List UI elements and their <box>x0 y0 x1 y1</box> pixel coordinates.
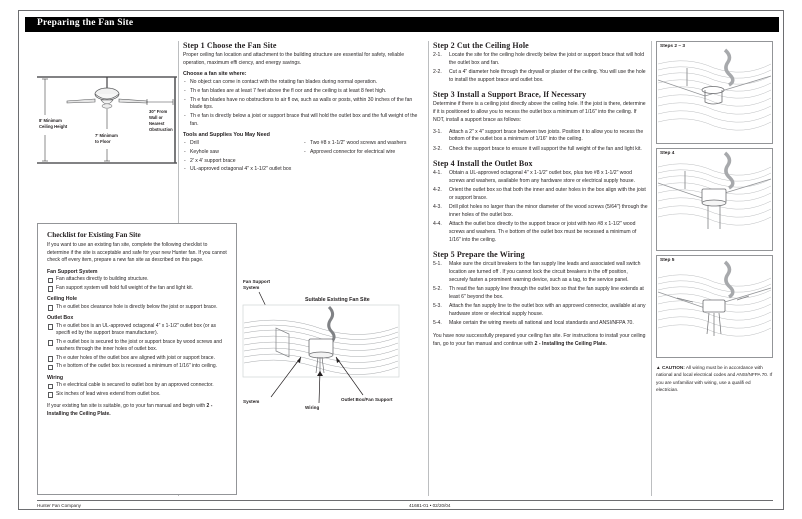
item-text: Make sure the circuit breakers to the fan supply line leads and associated wall switch location are turned off . If you cannot lock the circuit breakers in the off position, securely fasten a prominent warning device, such as a tag, to the service panel. <box>449 261 641 283</box>
item-number: 2-2. <box>433 68 442 75</box>
item-text: Th read the fan supply line through the outlet box so that the fan supply line extends at least 6" beyond the box. <box>449 286 644 300</box>
figure-step-4 <box>656 148 773 251</box>
step1-sub1: Choose a fan site where: <box>183 71 247 78</box>
checkbox-icon[interactable] <box>48 305 53 310</box>
checklist-item-label: Th e outer holes of the outlet box are aligned with joist or support brace. <box>56 354 215 361</box>
document-page <box>18 10 784 510</box>
checklist-heading: Checklist for Existing Fan Site <box>47 231 141 239</box>
list-item <box>433 170 648 185</box>
label-floor-height-2: to Floor <box>95 139 111 144</box>
label-ceiling-height-1: 8' Minimum <box>39 118 62 123</box>
figure-caption: Steps 2 – 3 <box>660 44 686 49</box>
list-item <box>433 69 648 84</box>
column-divider-2 <box>428 41 429 496</box>
label-wall-clearance-4: Obstruction <box>149 127 173 132</box>
checklist-intro: If you want to use an existing fan site, complete the following checklist to determine if the site is acceptable and safe for your new Hunter fan. If you cannot check off every item, prepare a new fan site as described on this page. <box>47 242 227 264</box>
checklist-closing-reference: 2 - Installing the Ceiling Plate. <box>47 403 213 417</box>
steps-column <box>433 41 648 352</box>
list-item <box>433 221 648 244</box>
warning-triangle-icon: ▲ <box>656 365 661 370</box>
item-text: Attach a 2" x 4" support brace between two joists. Position it to allow you to recess the bottom of the outlet box a minimum of 1/16" into the ceiling. <box>449 128 644 143</box>
checklist-item-label: Fan support system will hold full weight of the fan and light kit. <box>56 284 194 291</box>
list-item: - Two #8 x 1-1/2" wood screws and washers <box>303 140 413 148</box>
label-fan-support-1: Fan Support <box>243 279 271 284</box>
step1-bullets <box>183 79 423 128</box>
list-item: - Approved connector for electrical wire <box>303 149 413 157</box>
existing-fan-site-checklist-panel <box>37 223 237 495</box>
item-number: 3-1. <box>433 128 442 135</box>
step3-intro: Determine if there is a ceiling joist directly above the ceiling hole. If the joist is there, determine if it is positioned to allow you to recess the outlet box a minimum of 1/16" into the ceiling. If NOT, install a support brace as follows: <box>433 101 646 123</box>
checklist-section-title-outlet-box: Outlet Box <box>47 315 74 322</box>
checkbox-icon[interactable] <box>48 392 53 397</box>
step4-items <box>433 170 648 244</box>
step2-items <box>433 52 648 84</box>
checklist-item-label: Fan attaches directly to building structure. <box>56 276 149 283</box>
item-text: Check the support brace to ensure it will support the full weight of the fan and light kit. <box>449 145 642 152</box>
step1-heading: Step 1 Choose the Fan Site <box>183 41 277 50</box>
checklist-item[interactable] <box>47 304 227 312</box>
caution-text: All wiring must be in accordance with national and local electrical codes and ANSI/NFPA 70. If you are unfamiliar with wiring, use a qualifi ed electrician. <box>656 365 773 392</box>
item-number: 4-4. <box>433 221 442 228</box>
step1-column <box>183 41 423 178</box>
list-item <box>433 146 648 154</box>
label-wiring: Wiring <box>305 405 320 410</box>
item-number: 5-1. <box>433 261 442 268</box>
figure-caption: Step 4 <box>660 151 675 156</box>
footer-divider <box>37 500 773 501</box>
caution-label: CAUTION: <box>661 365 685 370</box>
item-number: 3-2. <box>433 145 442 152</box>
checklist-item-label: Six inches of lead wires extend from outlet box. <box>56 390 161 397</box>
list-item: - Th e fan blades have no obstructions to air fl ow, such as walls or posts, within 30 inches of the fan blade tips. <box>183 97 423 112</box>
list-item: - Keyhole saw <box>183 149 293 157</box>
figure-step-5 <box>656 255 773 358</box>
checklist-item-label: Th e outlet box clearance hole is directly below the joist or support brace. <box>56 303 218 310</box>
list-item <box>433 286 648 301</box>
list-item <box>433 187 648 202</box>
item-number: 4-2. <box>433 187 442 194</box>
column-divider-3 <box>651 41 652 496</box>
figure-caption: Step 5 <box>660 258 675 263</box>
step5-heading: Step 5 Prepare the Wiring <box>433 250 525 260</box>
item-text: Make certain the wiring meets all national and local standards and ANSI/NFPA 70. <box>449 320 634 327</box>
suitable-existing-fan-site-diagram <box>241 273 409 411</box>
checkbox-icon[interactable] <box>48 340 53 345</box>
tools-list-right <box>303 140 413 175</box>
step3-heading: Step 3 Install a Support Brace, If Necessary <box>433 90 587 100</box>
checklist-closing-text: If your existing fan site is suitable, go to your fan manual and begin with <box>47 403 207 410</box>
footer-company: Hunter Fan Company <box>37 503 81 508</box>
label-floor-height-1: 7' Minimum <box>95 133 118 138</box>
list-item <box>433 52 648 67</box>
figure-steps-2-3 <box>656 41 773 144</box>
list-item: - No object can come in contact with the rotating fan blades during normal operation. <box>183 79 423 87</box>
checklist-closing <box>47 403 227 418</box>
checkbox-icon[interactable] <box>48 365 53 370</box>
checklist-item[interactable] <box>47 355 227 363</box>
label-wall-clearance-1: 30" From <box>149 109 168 114</box>
label-wall-clearance-3: Nearest <box>149 121 165 126</box>
checklist-item[interactable] <box>47 323 227 338</box>
item-text: Obtain a UL-approved octagonal 4" x 1-1/2" outlet box, plus two #8 x 1-1/2" wood screws and washers, available from any hardware store or electrical supply house. <box>449 170 636 185</box>
list-item: - Drill <box>183 140 293 148</box>
checklist-item[interactable] <box>47 339 227 354</box>
list-item: - Th e fan is directly below a joist or support brace that will hold the outlet box and the full weight of the fan. <box>183 113 423 128</box>
checklist-item[interactable] <box>47 285 227 293</box>
label-fan-support-2: System <box>243 285 260 290</box>
step5-closing <box>433 333 648 348</box>
step2-heading: Step 2 Cut the Ceiling Hole <box>433 41 529 50</box>
checklist-section-title-ceiling-hole: Ceiling Hole <box>47 296 77 303</box>
list-item <box>433 204 648 219</box>
checklist-item-label: Th e outlet box is secured to the joist or support brace by wood screws and washers through the inner holes of outlet box. <box>56 338 222 353</box>
checklist-items-fan-support-system <box>47 276 227 292</box>
item-text: Drill pilot holes no larger than the minor diameter of the wood screws (5/64") through the inner holes of the outlet box. <box>449 204 648 219</box>
footer-document-number: 41681-01 • 02/20/04 <box>409 503 451 508</box>
checklist-item[interactable] <box>47 363 227 371</box>
item-number: 5-4. <box>433 320 442 327</box>
item-number: 4-3. <box>433 204 442 211</box>
list-item <box>433 303 648 318</box>
list-item: - Th e fan blades are at least 7 feet above the fl oor and the ceiling is at least 8 feet high. <box>183 88 423 96</box>
checklist-item-label: Th e bottom of the outlet box is recessed a minimum of 1/16" into ceiling. <box>56 363 218 370</box>
checklist-section-title-wiring: Wiring <box>47 374 64 381</box>
page-header-bar <box>25 17 779 32</box>
caution-note <box>656 364 773 393</box>
list-item: - 2' x 4' support brace <box>183 158 293 166</box>
checklist-item[interactable] <box>47 276 227 284</box>
item-text: Attach the outlet box directly to the support brace or joist with two #8 x 1-1/2" wood screws and washers. Th e bottom of the outlet box must be recessed a minimum of 1/16" into the ceiling. <box>449 221 637 243</box>
page-title: Preparing the Fan Site <box>37 18 134 28</box>
item-number: 5-2. <box>433 286 442 293</box>
item-text: Attach the fan supply line to the outlet box with an approved connector, available at any hardware store or electrical supply house. <box>449 303 646 317</box>
item-text: Cut a 4" diameter hole through the drywall or plaster of the ceiling. You will use the hole to install the support brace and outlet box. <box>449 68 646 83</box>
checklist-items-wiring <box>47 382 227 398</box>
checkbox-icon[interactable] <box>48 278 53 283</box>
figures-column <box>656 41 773 393</box>
step4-heading: Step 4 Install the Outlet Box <box>433 159 533 169</box>
checklist-item-label: Th e electrical cable is secured to outlet box by an approved connector. <box>56 382 214 389</box>
checklist-section-title-fan-support-system: Fan Support System <box>47 268 98 275</box>
item-number: 5-3. <box>433 303 442 310</box>
label-ceiling-height-2: Ceiling Height <box>39 124 68 129</box>
fan-site-elevation-diagram <box>37 63 177 171</box>
item-text: Locate the site for the ceiling hole directly below the joist or support brace that will hold the outlet box and fan. <box>449 52 645 66</box>
tools-list-left <box>183 140 293 175</box>
step5-items <box>433 261 648 327</box>
item-text: Orient the outlet box so that both the inner and outer holes in the box align with the joist or support brace. <box>449 187 646 202</box>
step5-closing-reference: 2 - Installing the Ceiling Plate. <box>534 340 607 347</box>
label-wall-clearance-2: Wall or <box>149 115 163 120</box>
checkbox-icon[interactable] <box>48 324 53 329</box>
list-item <box>433 320 648 328</box>
step1-intro: Proper ceiling fan location and attachment to the building structure are essential for safety, reliable operation, maximum effi ciency, and energy savings. <box>183 52 405 66</box>
checklist-items-outlet-box <box>47 323 227 371</box>
list-item <box>433 129 648 144</box>
list-item <box>433 261 648 284</box>
checklist-item-label: Th e outlet box is an UL-approved octagonal 4" x 1-1/2" outlet box (or as specifi ed by the support brace manufacturer). <box>56 322 217 337</box>
label-outlet-box-fan-support: Outlet Box/Fan Support <box>341 397 393 402</box>
checklist-item[interactable] <box>47 382 227 390</box>
checklist-item[interactable] <box>47 391 227 399</box>
step5-closing-text: You have now successfully prepared your ceiling fan site. For instructions to install your ceiling fan, go to your fan manual and continue with <box>433 332 646 347</box>
step3-items <box>433 129 648 154</box>
step1-sub2: Tools and Supplies You May Need <box>183 132 270 139</box>
checkbox-icon[interactable] <box>48 286 53 291</box>
checkbox-icon[interactable] <box>48 384 53 389</box>
item-number: 2-1. <box>433 52 442 58</box>
list-item: - UL-approved octagonal 4" x 1-1/2" outlet box <box>183 166 293 174</box>
checkbox-icon[interactable] <box>48 356 53 361</box>
diagram2-title: Suitable Existing Fan Site <box>305 297 370 303</box>
label-system: System <box>243 399 260 404</box>
item-number: 4-1. <box>433 170 442 177</box>
checklist-items-ceiling-hole <box>47 304 227 312</box>
